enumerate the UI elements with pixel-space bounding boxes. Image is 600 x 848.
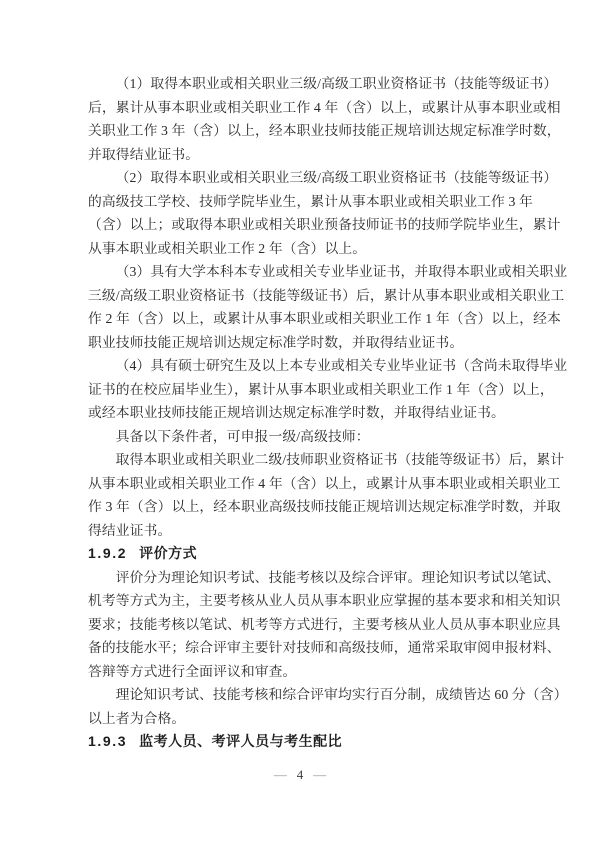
document-line: 从事本职业或相关职业工作 2 年（含）以上。	[88, 240, 367, 256]
document-line: （含）以上；或取得本职业或相关职业预备技师证书的技师学院毕业生，累计	[88, 217, 561, 232]
document-line: 具备以下条件者，可申报一级/高级技师：	[115, 428, 370, 444]
document-line: 机考等方式为主，主要考核从业人员从事本职业应掌握的基本要求和相关知识	[88, 593, 561, 608]
footer-dash-left: —	[273, 767, 287, 782]
document-line: 理论知识考试、技能考核和综合评审均实行百分制，成绩皆达 60 分（含）	[115, 687, 568, 702]
document-line: 证书的在校应届毕业生），累计从事本职业或相关职业工作 1 年（含）以上，	[88, 381, 554, 397]
section-title: 评价方式	[139, 545, 198, 561]
document-line: 作 2 年（含）以上，或累计从事本职业或相关职业工作 1 年（含）以上，经本	[88, 311, 561, 326]
document-line: 从事本职业或相关职业工作 4 年（含）以上，或累计从事本职业或相关职业工	[88, 475, 561, 491]
section-heading-1.9.3	[88, 730, 516, 754]
document-line: （4）具有硕士研究生及以上本专业或相关专业毕业证书（含尚未取得毕业	[115, 358, 568, 373]
document-line: 或经本职业技师技能正规培训达规定标准学时数，并取得结业证书。	[88, 405, 505, 420]
section-heading-1.9.2	[88, 542, 516, 566]
document-line: 要求；技能考核以笔试、机考等方式进行，主要考核从业人员从事本职业应具	[88, 616, 561, 632]
document-line: （1）取得本职业或相关职业三级/高级工职业资格证书（技能等级证书）	[115, 76, 558, 91]
document-content	[88, 72, 568, 754]
footer-dash-right: —	[313, 767, 327, 782]
page-footer	[0, 764, 600, 786]
page-number: 4	[296, 767, 304, 782]
document-line: 取得本职业或相关职业二级/技师职业资格证书（技能等级证书）后，累计	[115, 452, 565, 467]
section-number: 1.9.2	[88, 545, 128, 561]
document-line: 并取得结业证书。	[88, 146, 200, 162]
section-title: 监考人员、考评人员与考生配比	[139, 733, 343, 749]
section-number: 1.9.3	[88, 733, 128, 749]
document-line: 三级/高级工职业资格证书（技能等级证书）后，累计从事本职业或相关职业工	[88, 287, 565, 303]
document-line: 作 3 年（含）以上，经本职业高级技师技能正规培训达规定标准学时数，并取	[88, 499, 561, 514]
document-line: 后，累计从事本职业或相关职业工作 4 年（含）以上，或累计从事本职业或相	[88, 99, 561, 115]
document-line: 评价分为理论知识考试、技能考核以及综合评审。理论知识考试以笔试、	[115, 569, 561, 585]
document-line: 的高级技工学校、技师学院毕业生，累计从事本职业或相关职业工作 3 年	[88, 193, 533, 209]
document-line: 备的技能水平；综合评审主要针对技师和高级技师，通常采取审阅申报材料、	[88, 640, 561, 655]
document-line: 职业技师技能正规培训达规定标准学时数，并取得结业证书。	[88, 334, 464, 350]
document-line: （2）取得本职业或相关职业三级/高级工职业资格证书（技能等级证书）	[115, 170, 558, 185]
document-line: （3）具有大学本科本专业或相关专业毕业证书，并取得本职业或相关职业	[115, 264, 568, 279]
document-line: 得结业证书。	[88, 522, 172, 538]
document-line: 答辩等方式进行全面评议和审查。	[88, 663, 297, 679]
document-line: 以上者为合格。	[88, 710, 186, 726]
document-line: 关职业工作 3 年（含）以上，经本职业技师技能正规培训达规定标准学时数，	[88, 123, 561, 138]
